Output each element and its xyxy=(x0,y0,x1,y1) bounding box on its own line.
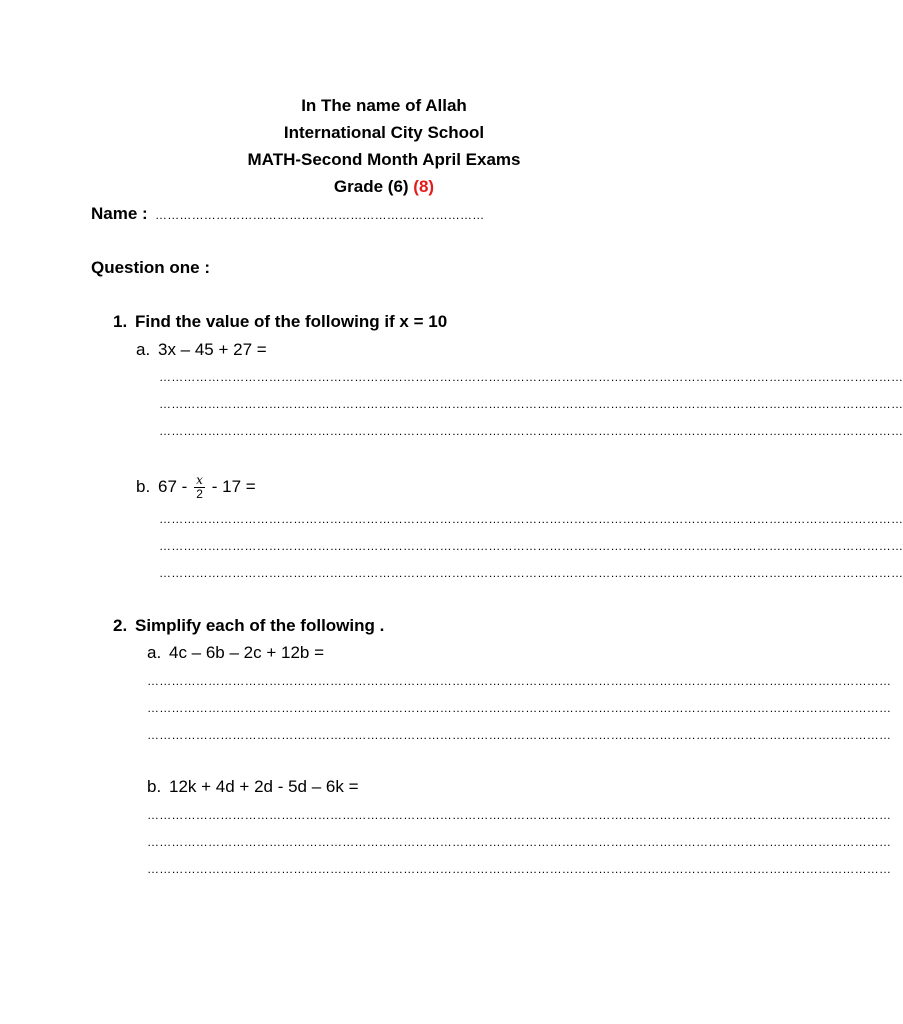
q2-number: 2. xyxy=(113,616,128,635)
fraction-denominator: 2 xyxy=(196,487,203,502)
q2a-answer-line-2[interactable]: ………………………………………………………………………………………………………………………………………………………………… xyxy=(147,701,892,715)
header-line-basmala: In The name of Allah xyxy=(301,96,467,115)
q2b-answer-line-3[interactable]: ………………………………………………………………………………………………………………………………………………………………… xyxy=(147,862,892,876)
q1b-letter: b. xyxy=(136,477,151,496)
q2a-answer-line-1[interactable]: ………………………………………………………………………………………………………………………………………………………………… xyxy=(147,674,892,688)
grade-line xyxy=(0,176,768,198)
q2a-letter: a. xyxy=(147,643,162,662)
q2b-expression: 12k + 4d + 2d - 5d – 6k = xyxy=(169,777,359,796)
q2b-letter: b. xyxy=(147,777,162,796)
grade-label: Grade (6) xyxy=(333,177,409,196)
q2b-answer-line-1[interactable]: ………………………………………………………………………………………………………………………………………………………………… xyxy=(147,808,892,822)
name-line[interactable]: ……………………………………………………………………… xyxy=(155,208,485,222)
exam-title: MATH-Second Month April Exams xyxy=(247,150,521,169)
q2b-answer-line-2[interactable]: ………………………………………………………………………………………………………………………………………………………………… xyxy=(147,835,892,849)
q2a-answer-line-3[interactable]: ………………………………………………………………………………………………………………………………………………………………… xyxy=(147,728,892,742)
fraction-x-over-2 xyxy=(194,474,205,501)
grade-mark: (8) xyxy=(413,177,435,196)
q1b-answer-line-2[interactable]: ………………………………………………………………………………………………………………………………………………………………… xyxy=(159,539,903,553)
q1a-answer-line-1[interactable]: ………………………………………………………………………………………………………………………………………………………………… xyxy=(159,370,903,384)
q1b-expr-before: 67 - xyxy=(158,477,188,496)
q1a-letter: a. xyxy=(136,340,151,359)
q1b-expression xyxy=(158,470,256,504)
q2-prompt: Simplify each of the following . xyxy=(135,616,385,635)
question-one-title: Question one : xyxy=(91,258,210,277)
q1b-answer-line-3[interactable]: ………………………………………………………………………………………………………………………………………………………………… xyxy=(159,566,903,580)
q1b-answer-line-1[interactable]: ………………………………………………………………………………………………………………………………………………………………… xyxy=(159,512,903,526)
q1b-expr-after: - 17 = xyxy=(211,477,256,496)
name-label: Name : xyxy=(91,204,148,223)
school-name: International City School xyxy=(283,123,485,142)
q1-prompt: Find the value of the following if x = 10 xyxy=(135,312,448,331)
q1-number: 1. xyxy=(113,312,128,331)
q1a-answer-line-3[interactable]: ………………………………………………………………………………………………………………………………………………………………… xyxy=(159,424,903,438)
q1a-answer-line-2[interactable]: ………………………………………………………………………………………………………………………………………………………………… xyxy=(159,397,903,411)
fraction-numerator: x xyxy=(196,473,203,488)
q2a-expression: 4c – 6b – 2c + 12b = xyxy=(169,643,325,662)
q1a-expression: 3x – 45 + 27 = xyxy=(158,340,267,359)
